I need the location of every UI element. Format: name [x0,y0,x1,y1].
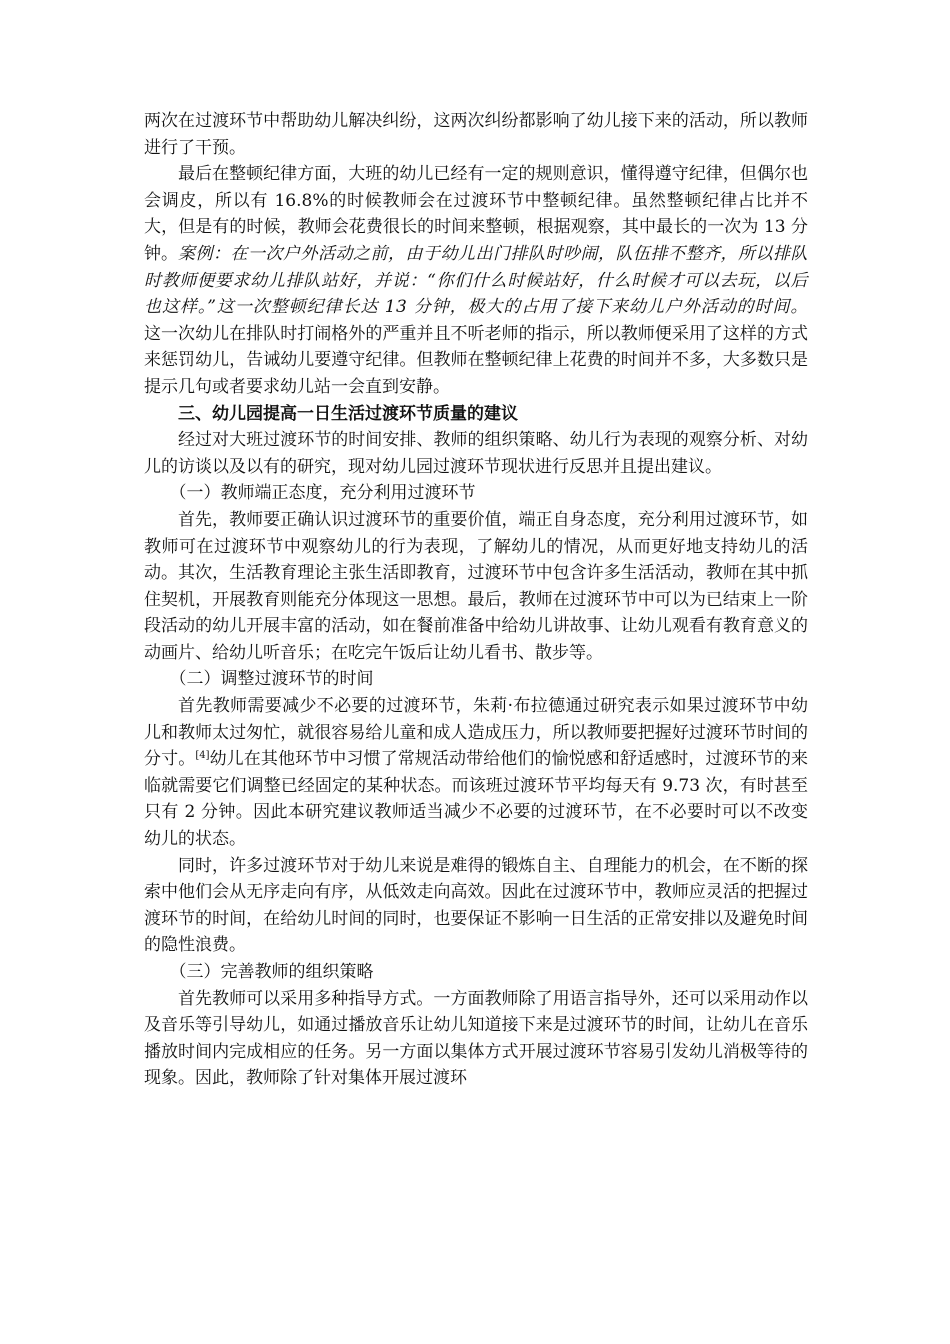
paragraph: 首先，教师要正确认识过渡环节的重要价值，端正自身态度，充分利用过渡环节，如教师可在过渡环节中观察幼儿的行为表现，了解幼儿的情况，从而更好地支持幼儿的活动。其次，生活教育理论主张生活即教育，过渡环节中包含许多生活活动，教师在其中抓住契机，开展教育则能充分体现这一思想。最后，教师在过渡环节中可以为已结束上一阶段活动的幼儿开展丰富的活动，如在餐前准备中给幼儿讲故事、让幼儿观看有教育意义的动画片、给幼儿听音乐；在吃完午饭后让幼儿看书、散步等。 [144,509,808,663]
section-heading: 三、幼儿园提高一日生活过渡环节质量的建议 [178,403,518,424]
citation-ref: [4] [195,750,210,762]
paragraph: 同时，许多过渡环节对于幼儿来说是难得的锻炼自主、自理能力的机会，在不断的探索中他们会从无序走向有序，从低效走向高效。因此在过渡环节中，教师应灵活的把握过渡环节的时间，在给幼儿时间的同时，也要保证不影响一日生活的正常安排以及避免时间的隐性浪费。 [144,855,808,956]
paragraph-text: 首先教师需要减少不必要的过渡环节，朱莉·布拉德通过研究表示如果过渡环节中幼儿和教师太过匆忙，就很容易给儿童和成人造成压力，所以教师要把握好过渡环节时间的分寸。 [144,696,808,770]
paragraph-text: 幼儿在其他环节中习惯了常规活动带给他们的愉悦感和舒适感时，过渡环节的来临就需要它们调整已经固定的某种状态。而该班过渡环节平均每天有 9.73 次，有时甚至只有 2 分钟。因此本研究建议教师适当减少不必要的过渡环节，在不必要时可以不改变幼儿的状态。 [144,749,809,850]
paragraph-with-citation [144,693,808,853]
paragraph-text: 这一次幼儿在排队时打闹格外的严重并且不听老师的指示，所以教师便采用了这样的方式来惩罚幼儿，告诫幼儿要遵守纪律。但教师在整顿纪律上花费的时间并不多，大多数只是提示几句或者要求幼儿站一会直到安静。 [144,323,808,397]
paragraph: 经过对大班过渡环节的时间安排、教师的组织策略、幼儿行为表现的观察分析、对幼儿的访谈以及以有的研究，现对幼儿园过渡环节现状进行反思并且提出建议。 [144,430,808,477]
paragraph-discipline [144,161,808,400]
paragraph: 两次在过渡环节中帮助幼儿解决纠纷，这两次纠纷都影响了幼儿接下来的活动，所以教师进行了干预。 [144,111,808,158]
paragraph: 首先教师可以采用多种指导方式。一方面教师除了用语言指导外，还可以采用动作以及音乐等引导幼儿，如通过播放音乐让幼儿知道接下来是过渡环节的时间，让幼儿在音乐播放时间内完成相应的任务。另一方面以集体方式开展过渡环节容易引发幼儿消极等待的现象。因此，教师除了针对集体开展过渡环 [144,988,808,1089]
case-example: 案例：在一次户外活动之前，由于幼儿出门排队时吵闹，队伍排不整齐，所以排队时教师便要求幼儿排队站好，并说：“你们什么时候站好，什么时候才可以去玩，以后也这样。”这一次整顿纪律长达 13 分钟，极大的占用了接下来幼儿户外活动的时间。 [144,243,808,318]
subsection-heading: （一）教师端正态度，充分利用过渡环节 [169,483,476,504]
subsection-heading: （三）完善教师的组织策略 [169,962,374,982]
paragraph-text: 最后在整顿纪律方面，大班的幼儿已经有一定的规则意识，懂得遵守纪律，但偶尔也会调皮，所以有 16.8%的时候教师会在过渡环节中整顿纪律。虽然整顿纪律占比并不大，但是有的时候，教师会花费很长的时间来整顿，根据观察，其中最长的一次为 13 分钟。 [144,164,808,264]
document-page [144,108,808,1092]
subsection-heading: （二）调整过渡环节的时间 [169,669,374,690]
